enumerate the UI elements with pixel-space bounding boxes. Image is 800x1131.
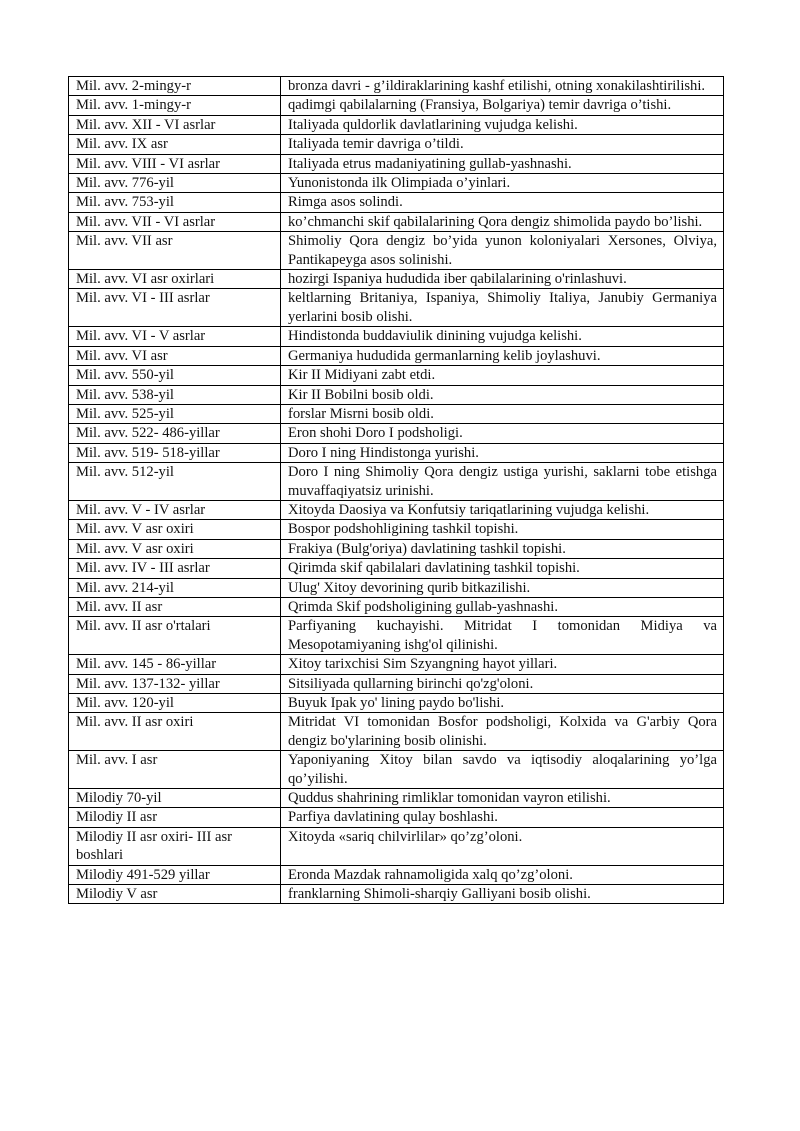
chronology-table [68,76,724,904]
event-cell: Yaponiyaning Xitoy bilan savdo va iqtisodiy aloqalarining yo’lga qo’yilishi. [281,751,724,789]
event-cell: Doro I ning Hindistonga yurishi. [281,443,724,462]
date-cell: Mil. avv. 522- 486-yillar [69,424,281,443]
event-cell: Parfiya davlatining qulay boshlashi. [281,808,724,827]
table-row [69,578,724,597]
table-row [69,174,724,193]
table-row [69,115,724,134]
date-cell: Milodiy V asr [69,885,281,904]
date-cell: Mil. avv. 145 - 86-yillar [69,655,281,674]
date-cell: Mil. avv. I asr [69,751,281,789]
date-cell: Mil. avv. 137-132- yillar [69,674,281,693]
event-cell: Hindistonda buddaviulik dinining vujudga kelishi. [281,327,724,346]
table-row [69,212,724,231]
event-cell: Italiyada temir davriga o’tildi. [281,135,724,154]
table-row [69,193,724,212]
event-cell: Eronda Mazdak rahnamoligida xalq qo’zg’oloni. [281,865,724,884]
event-cell: qadimgi qabilalarning (Fransiya, Bolgariya) temir davriga o’tishi. [281,96,724,115]
date-cell: Mil. avv. VI asr [69,346,281,365]
date-cell: Mil. avv. 1-mingy-r [69,96,281,115]
table-row [69,751,724,789]
event-cell: Buyuk Ipak yo' lining paydo bo'lishi. [281,694,724,713]
event-cell: Germaniya hududida germanlarning kelib joylashuvi. [281,346,724,365]
event-cell: keltlarning Britaniya, Ispaniya, Shimoliy Italiya, Janubiy Germaniya yerlarini bosib olishi. [281,289,724,327]
date-cell: Mil. avv. II asr o'rtalari [69,617,281,655]
date-cell: Mil. avv. IX asr [69,135,281,154]
event-cell: Kir II Bobilni bosib oldi. [281,385,724,404]
date-cell: Milodiy 70-yil [69,789,281,808]
event-cell: Italiyada etrus madaniyatining gullab-yashnashi. [281,154,724,173]
event-cell: Qirimda skif qabilalari davlatining tashkil topishi. [281,559,724,578]
table-row [69,539,724,558]
table-row [69,366,724,385]
date-cell: Mil. avv. XII - VI asrlar [69,115,281,134]
date-cell: Milodiy 491-529 yillar [69,865,281,884]
event-cell: Mitridat VI tomonidan Bosfor podsholigi, Kolxida va G'arbiy Qora dengiz bo'ylarining bosib olinishi. [281,713,724,751]
date-cell: Mil. avv. V asr oxiri [69,520,281,539]
date-cell: Mil. avv. 753-yil [69,193,281,212]
event-cell: Qrimda Skif podsholigining gullab-yashnashi. [281,597,724,616]
event-cell: Doro I ning Shimoliy Qora dengiz ustiga yurishi, saklarni tobe etishga muvaffaqiyatsiz urinishi. [281,463,724,501]
table-row [69,827,724,865]
table-row [69,597,724,616]
document-page [68,76,724,904]
date-cell: Mil. avv. IV - III asrlar [69,559,281,578]
date-cell: Mil. avv. VI - V asrlar [69,327,281,346]
date-cell: Mil. avv. II asr [69,597,281,616]
event-cell: Shimoliy Qora dengiz bo’yida yunon koloniyalari Xersones, Olviya, Pantikapeyga asos solinishi. [281,232,724,270]
table-row [69,385,724,404]
event-cell: Eron shohi Doro I podsholigi. [281,424,724,443]
table-row [69,270,724,289]
table-row [69,808,724,827]
event-cell: Xitoy tarixchisi Sim Szyangning hayot yillari. [281,655,724,674]
date-cell: Mil. avv. 214-yil [69,578,281,597]
table-row [69,617,724,655]
chronology-table-body [69,77,724,904]
date-cell: Mil. avv. VIII - VI asrlar [69,154,281,173]
table-row [69,655,724,674]
event-cell: Sitsiliyada qullarning birinchi qo'zg'oloni. [281,674,724,693]
date-cell: Mil. avv. VII asr [69,232,281,270]
date-cell: Mil. avv. VII - VI asrlar [69,212,281,231]
event-cell: Kir II Midiyani zabt etdi. [281,366,724,385]
table-row [69,154,724,173]
date-cell: Mil. avv. 525-yil [69,404,281,423]
date-cell: Mil. avv. 776-yil [69,174,281,193]
table-row [69,289,724,327]
table-row [69,443,724,462]
date-cell: Mil. avv. 538-yil [69,385,281,404]
date-cell: Mil. avv. 550-yil [69,366,281,385]
table-row [69,694,724,713]
table-row [69,96,724,115]
event-cell: Ulug' Xitoy devorining qurib bitkazilishi. [281,578,724,597]
date-cell: Mil. avv. 519- 518-yillar [69,443,281,462]
event-cell: Bospor podshohligining tashkil topishi. [281,520,724,539]
table-row [69,404,724,423]
event-cell: bronza davri - g’ildiraklarining kashf etilishi, otning xonakilashtirilishi. [281,77,724,96]
table-row [69,500,724,519]
date-cell: Milodiy II asr [69,808,281,827]
date-cell: Mil. avv. 2-mingy-r [69,77,281,96]
table-row [69,232,724,270]
event-cell: franklarning Shimoli-sharqiy Galliyani bosib olishi. [281,885,724,904]
event-cell: Yunonistonda ilk Olimpiada o’yinlari. [281,174,724,193]
event-cell: Frakiya (Bulg'oriya) davlatining tashkil topishi. [281,539,724,558]
event-cell: Italiyada quldorlik davlatlarining vujudga kelishi. [281,115,724,134]
date-cell: Mil. avv. 120-yil [69,694,281,713]
date-cell: Mil. avv. VI - III asrlar [69,289,281,327]
event-cell: ko’chmanchi skif qabilalarining Qora dengiz shimolida paydo bo’lishi. [281,212,724,231]
table-row [69,135,724,154]
event-cell: Xitoyda Daosiya va Konfutsiy tariqatlarining vujudga kelishi. [281,500,724,519]
table-row [69,463,724,501]
date-cell: Mil. avv. 512-yil [69,463,281,501]
table-row [69,885,724,904]
date-cell: Mil. avv. V asr oxiri [69,539,281,558]
event-cell: Xitoyda «sariq chilvirlilar» qo’zg’oloni. [281,827,724,865]
table-row [69,346,724,365]
table-row [69,789,724,808]
date-cell: Milodiy II asr oxiri- III asr boshlari [69,827,281,865]
table-row [69,77,724,96]
event-cell: forslar Misrni bosib oldi. [281,404,724,423]
event-cell: Rimga asos solindi. [281,193,724,212]
table-row [69,327,724,346]
table-row [69,865,724,884]
event-cell: Quddus shahrining rimliklar tomonidan vayron etilishi. [281,789,724,808]
date-cell: Mil. avv. II asr oxiri [69,713,281,751]
event-cell: Parfiyaning kuchayishi. Mitridat I tomonidan Midiya va Mesopotamiyaning ishg'ol qilinishi. [281,617,724,655]
table-row [69,674,724,693]
date-cell: Mil. avv. VI asr oxirlari [69,270,281,289]
table-row [69,713,724,751]
date-cell: Mil. avv. V - IV asrlar [69,500,281,519]
table-row [69,520,724,539]
table-row [69,424,724,443]
table-row [69,559,724,578]
event-cell: hozirgi Ispaniya hududida iber qabilalarining o'rinlashuvi. [281,270,724,289]
